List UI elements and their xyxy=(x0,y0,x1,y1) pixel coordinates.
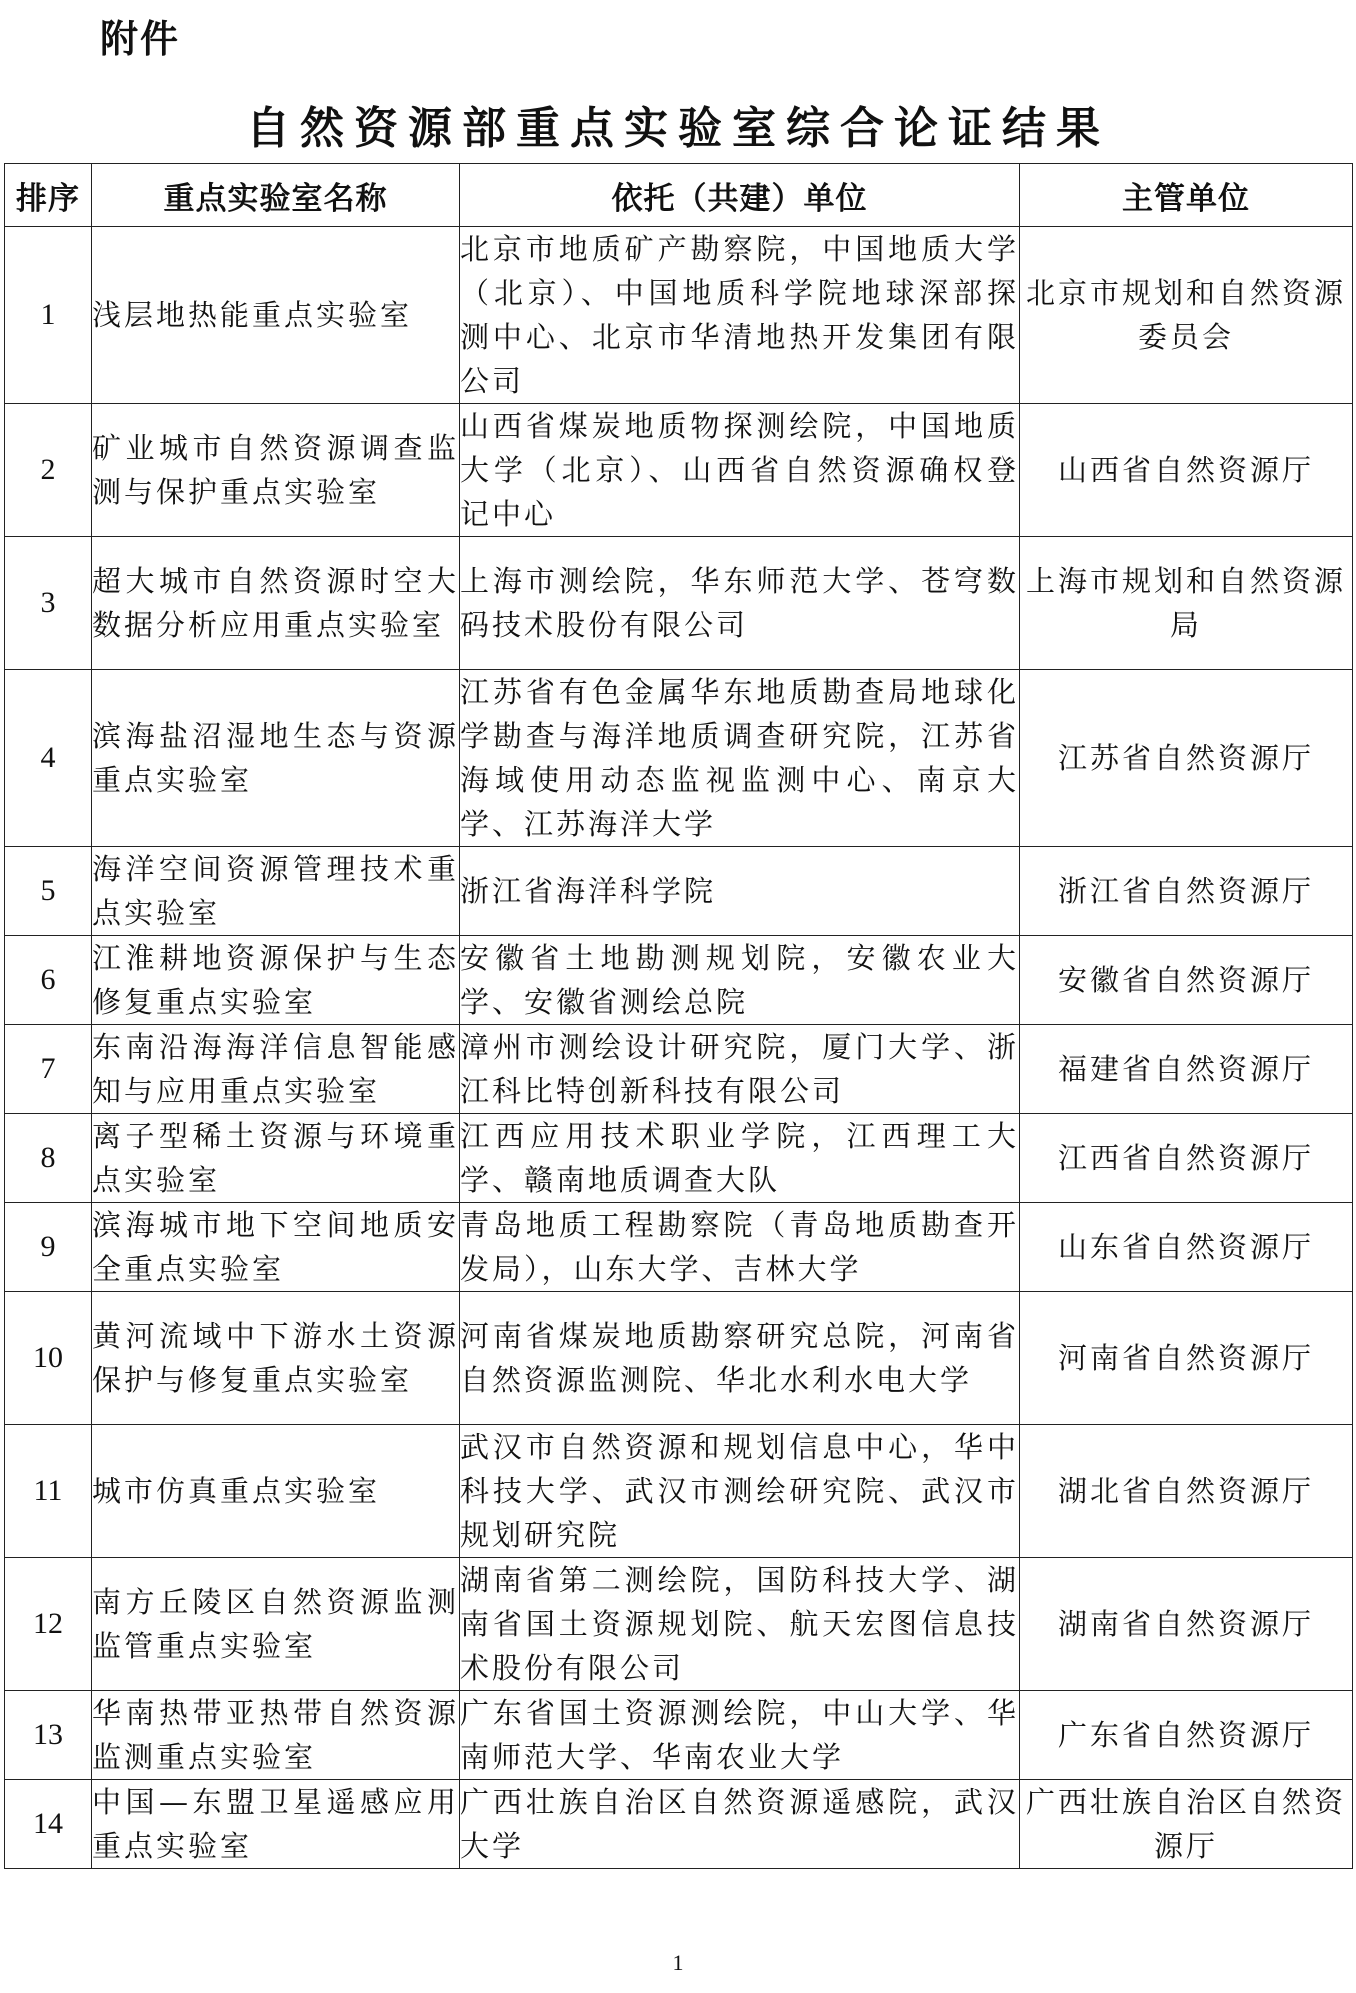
authority: 湖北省自然资源厅 xyxy=(1020,1425,1353,1558)
authority: 广东省自然资源厅 xyxy=(1020,1691,1353,1780)
row-number: 11 xyxy=(5,1425,92,1558)
lab-name: 南方丘陵区自然资源监测监管重点实验室 xyxy=(92,1558,460,1691)
lab-name: 江淮耕地资源保护与生态修复重点实验室 xyxy=(92,936,460,1025)
authority: 山东省自然资源厅 xyxy=(1020,1203,1353,1292)
authority: 山西省自然资源厅 xyxy=(1020,404,1353,537)
host-unit: 江西应用技术职业学院，江西理工大学、赣南地质调查大队 xyxy=(460,1114,1020,1203)
table-row xyxy=(5,1025,1353,1114)
authority: 浙江省自然资源厅 xyxy=(1020,847,1353,936)
table-row xyxy=(5,936,1353,1025)
table-row xyxy=(5,1780,1353,1869)
row-number: 9 xyxy=(5,1203,92,1292)
lab-name: 超大城市自然资源时空大数据分析应用重点实验室 xyxy=(92,537,460,670)
lab-name: 海洋空间资源管理技术重点实验室 xyxy=(92,847,460,936)
lab-name: 滨海城市地下空间地质安全重点实验室 xyxy=(92,1203,460,1292)
table-row xyxy=(5,537,1353,670)
attachment-label: 附件 xyxy=(100,17,181,61)
row-number: 13 xyxy=(5,1691,92,1780)
table-row xyxy=(5,1203,1353,1292)
table-row xyxy=(5,847,1353,936)
row-number: 10 xyxy=(5,1292,92,1425)
authority: 福建省自然资源厅 xyxy=(1020,1025,1353,1114)
host-unit: 河南省煤炭地质勘察研究总院，河南省自然资源监测院、华北水利水电大学 xyxy=(460,1292,1020,1425)
lab-name: 中国—东盟卫星遥感应用重点实验室 xyxy=(92,1780,460,1869)
host-unit: 浙江省海洋科学院 xyxy=(460,847,1020,936)
lab-name: 东南沿海海洋信息智能感知与应用重点实验室 xyxy=(92,1025,460,1114)
row-number: 14 xyxy=(5,1780,92,1869)
row-number: 1 xyxy=(5,227,92,404)
table-row xyxy=(5,1292,1353,1425)
host-unit: 青岛地质工程勘察院（青岛地质勘查开发局），山东大学、吉林大学 xyxy=(460,1203,1020,1292)
header-lab-name: 重点实验室名称 xyxy=(92,164,460,227)
table-row xyxy=(5,227,1353,404)
authority: 湖南省自然资源厅 xyxy=(1020,1558,1353,1691)
table-header-row xyxy=(5,164,1353,227)
row-number: 3 xyxy=(5,537,92,670)
host-unit: 广西壮族自治区自然资源遥感院，武汉大学 xyxy=(460,1780,1020,1869)
host-unit: 山西省煤炭地质物探测绘院，中国地质大学（北京）、山西省自然资源确权登记中心 xyxy=(460,404,1020,537)
page-number: 1 xyxy=(672,1950,684,1975)
row-number: 8 xyxy=(5,1114,92,1203)
host-unit: 武汉市自然资源和规划信息中心，华中科技大学、武汉市测绘研究院、武汉市规划研究院 xyxy=(460,1425,1020,1558)
authority: 江苏省自然资源厅 xyxy=(1020,670,1353,847)
results-table xyxy=(4,163,1353,1869)
lab-name: 黄河流域中下游水土资源保护与修复重点实验室 xyxy=(92,1292,460,1425)
header-host-unit: 依托（共建）单位 xyxy=(460,164,1020,227)
table-row xyxy=(5,1425,1353,1558)
lab-name: 浅层地热能重点实验室 xyxy=(92,227,460,404)
host-unit: 江苏省有色金属华东地质勘查局地球化学勘查与海洋地质调查研究院，江苏省海域使用动态监视监测中心、南京大学、江苏海洋大学 xyxy=(460,670,1020,847)
header-authority: 主管单位 xyxy=(1020,164,1353,227)
host-unit: 湖南省第二测绘院，国防科技大学、湖南省国土资源规划院、航天宏图信息技术股份有限公司 xyxy=(460,1558,1020,1691)
table-row xyxy=(5,404,1353,537)
lab-name: 城市仿真重点实验室 xyxy=(92,1425,460,1558)
document-title: 自然资源部重点实验室综合论证结果 xyxy=(246,103,1110,154)
lab-name: 矿业城市自然资源调查监测与保护重点实验室 xyxy=(92,404,460,537)
lab-name: 滨海盐沼湿地生态与资源重点实验室 xyxy=(92,670,460,847)
row-number: 4 xyxy=(5,670,92,847)
table-row xyxy=(5,1114,1353,1203)
host-unit: 广东省国土资源测绘院，中山大学、华南师范大学、华南农业大学 xyxy=(460,1691,1020,1780)
host-unit: 上海市测绘院，华东师范大学、苍穹数码技术股份有限公司 xyxy=(460,537,1020,670)
table-row xyxy=(5,1691,1353,1780)
row-number: 6 xyxy=(5,936,92,1025)
host-unit: 安徽省土地勘测规划院，安徽农业大学、安徽省测绘总院 xyxy=(460,936,1020,1025)
row-number: 5 xyxy=(5,847,92,936)
authority: 广西壮族自治区自然资源厅 xyxy=(1020,1780,1353,1869)
header-no: 排序 xyxy=(5,164,92,227)
lab-name: 华南热带亚热带自然资源监测重点实验室 xyxy=(92,1691,460,1780)
host-unit: 北京市地质矿产勘察院，中国地质大学（北京）、中国地质科学院地球深部探测中心、北京市华清地热开发集团有限公司 xyxy=(460,227,1020,404)
authority: 江西省自然资源厅 xyxy=(1020,1114,1353,1203)
lab-name: 离子型稀土资源与环境重点实验室 xyxy=(92,1114,460,1203)
table-row xyxy=(5,1558,1353,1691)
authority: 安徽省自然资源厅 xyxy=(1020,936,1353,1025)
table-row xyxy=(5,670,1353,847)
host-unit: 漳州市测绘设计研究院，厦门大学、浙江科比特创新科技有限公司 xyxy=(460,1025,1020,1114)
authority: 河南省自然资源厅 xyxy=(1020,1292,1353,1425)
row-number: 12 xyxy=(5,1558,92,1691)
authority: 上海市规划和自然资源局 xyxy=(1020,537,1353,670)
row-number: 2 xyxy=(5,404,92,537)
row-number: 7 xyxy=(5,1025,92,1114)
authority: 北京市规划和自然资源委员会 xyxy=(1020,227,1353,404)
